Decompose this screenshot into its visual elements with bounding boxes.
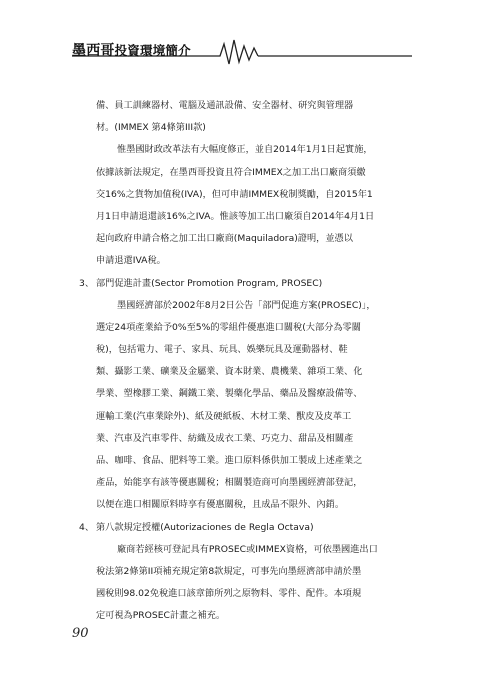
text-line: 備、員工訓練器材、電腦及通訊設備、安全器材、研究與管理器: [96, 100, 354, 111]
text-line: 產品，始能享有該等優惠關稅；相關製造商可向墨國經濟部登記，: [96, 477, 363, 489]
text-line: 選定24項產業給予0%至5%的零組件優惠進口關稅(大部分為零關: [96, 321, 361, 333]
paragraph-regla-octava: [96, 539, 426, 628]
text-line: 定可視為PROSEC計畫之補充。: [96, 610, 226, 622]
text-line: 品、咖啡、食品、肥料等工業。進口原料係供加工製成上述產業之: [96, 455, 363, 466]
text-line: 月1日申請退還該16%之IVA。惟該等加工出口廠須自2014年4月1日: [96, 210, 375, 222]
header-title-subtitle: 投資環境簡介: [114, 43, 191, 58]
paragraph-immex-equipment: [96, 95, 426, 139]
section-heading-prosec: [79, 273, 426, 295]
text-line: 稅)，包括電力、電子、家具、玩具、娛樂玩具及運動器材、鞋: [96, 344, 348, 356]
section-number: 4、: [79, 521, 95, 533]
section-title: 第八款規定授權(Autorizaciones de Regla Octava): [96, 521, 314, 533]
section-number: 3、: [79, 277, 95, 289]
text-line: 依據該新法規定，在墨西哥投資且符合IMMEX之加工出口廠商須繳: [96, 166, 366, 178]
section-heading-regla-octava: [79, 517, 426, 539]
text-line: 稅法第2條第II項補充規定第8款規定，可事先向墨經濟部申請於墨: [96, 565, 362, 577]
text-line: 惟墨國財政改革法有大幅度修正，並自2014年1月1日起實施，: [117, 144, 373, 156]
text-line: 業、汽車及汽車零件、紡織及成衣工業、巧克力、甜品及相關產: [96, 432, 354, 444]
section-title: 部門促進計畫(Sector Promotion Program, PROSEC): [96, 277, 323, 289]
body-text: [79, 95, 426, 628]
text-line: 材。(IMMEX 第4條第III款): [96, 122, 206, 134]
text-line: 申請退還IVA稅。: [96, 255, 166, 267]
paragraph-tax-reform: [96, 139, 426, 272]
page-header: [0, 0, 480, 80]
text-line: 學業、塑橡膠工業、鋼鐵工業、製藥化學品、藥品及醫療設備等、: [96, 388, 363, 400]
text-line: 起向政府申請合格之加工出口廠商(Maquiladora)證明，並憑以: [96, 233, 353, 245]
text-line: 國稅則98.02免稅進口該章節所列之原物料、零件、配件。本項規: [96, 588, 362, 600]
text-line: 類、攝影工業、礦業及金屬業、資本財業、農機業、雜項工業、化: [96, 366, 363, 378]
text-line: 以便在進口相關原料時享有優惠關稅，且成品不限外、內銷。: [96, 499, 345, 511]
text-line: 交16%之貨物加值稅(IVA)，但可申請IMMEX稅制獎勵，自2015年1: [96, 188, 373, 200]
header-title: [72, 40, 191, 60]
page-number: 90: [72, 626, 89, 641]
header-title-country: 墨西哥: [72, 43, 115, 59]
text-line: 廠商若經核可登記具有PROSEC或IMMEX資格，可依墨國進出口: [117, 543, 378, 555]
text-line: 運輸工業(汽車業除外)、紙及硬紙板、木材工業、獸皮及皮革工: [96, 410, 352, 422]
paragraph-prosec: [96, 295, 426, 517]
text-line: 墨國經濟部於2002年8月2日公告「部門促進方案(PROSEC)」，: [117, 299, 376, 311]
